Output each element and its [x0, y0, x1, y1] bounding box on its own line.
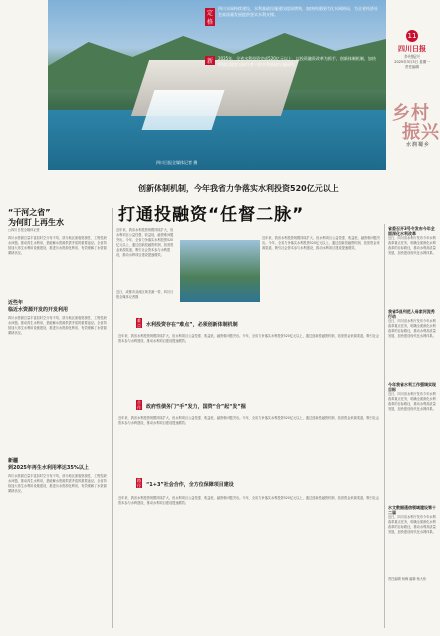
block2-body: 近年来，我省水利投资规模持续扩大，但水利项目公益性强、收益低，融资难问题突出。今年，全省力争落实水利投资520亿元以上，通过创新投融资机制，拓宽资金来源渠道，吸引社会资本参与水利建设，推动水利项目建设提速增效。 [118, 416, 380, 425]
headline-kicker: 创新体制机制，今年我省力争落实水利投资520亿元以上 [138, 184, 339, 193]
right-b2-title: 我省5县列范入母家河流秀行动 [388, 309, 435, 319]
block3-label: 路径 [137, 478, 141, 488]
left-sub1-a: 近些年 [8, 300, 24, 306]
section-title-2: 振兴 [402, 122, 440, 143]
right-b3-title: 今年我省水利工作强调实现目标 [388, 382, 436, 392]
right-b2-body: 近日，四川省水利厅发布今年水利改革重点任务，明确全面深化水利改革的目标路径，推动水利高质量发展，加快建设现代化水网体系。 [388, 319, 436, 338]
editor-line: 责任编辑 [405, 65, 419, 69]
left-body-1: 四川水资源总量丰富但时空分布不均，部分地区面临资源性、工程性缺水问题。推动再生水利用，是破解水资源供需矛盾的重要途径。全省持续加大再生水利用设施建设，推进污水资源化利用，有效缓解了水资源紧缺状况。 [8, 316, 107, 335]
section-title-1: 乡村 [392, 103, 430, 124]
right-footer: 责任编辑 杨梅 编辑 杨大伟 [388, 577, 427, 581]
middle-right-intro: 近年来，我省水利投资规模持续扩大，但水利项目公益性强、收益低，融资难问题突出。今年，全省力争落实水利投资520亿元以上，通过创新投融资机制，拓宽资金来源渠道，吸引社会资本参与水利建设，推动水利项目建设提速增效。 [262, 236, 380, 250]
section-subtitle: 水润蜀乡 [406, 142, 431, 148]
edition-label: 乡村振兴 [404, 54, 420, 59]
left-sub1-b: 临近水资源开发的开发利用 [8, 307, 69, 313]
left-body-2: 四川水资源总量丰富但时空分布不均，部分地区面临资源性、工程性缺水问题。推动再生水利用，是破解水资源供需矛盾的重要途径。全省持续加大再生水利用设施建设，推进污水资源化利用，有效缓解了水资源紧缺状况。 [8, 474, 107, 493]
block3-title: “1+3”社会合作，全方位保障项目建设 [146, 482, 234, 488]
middle-photo-caption: 近日，成都市双流区黄龙溪一带，四川日报全媒体记者摄 [116, 290, 174, 299]
right-b4-title: 水文数据通信领域建设第十二届 [388, 505, 436, 515]
right-column [388, 226, 438, 582]
left-story-title: “干河之省” 为何盯上再生水 [8, 208, 64, 227]
headline: 打通投融资“任督二脉” [118, 205, 305, 225]
block2-label: 合作 [137, 400, 141, 410]
right-b1-body: 近日，四川省水利厅发布今年水利改革重点任务，明确全面深化水利改革的目标路径，推动水利高质量发展，加快建设现代化水网体系。 [388, 236, 436, 255]
masthead [390, 30, 434, 70]
date-line: 2025年3月3日 星期一 [394, 60, 430, 64]
caption-tag: 新 [206, 58, 213, 65]
issue-number: 11 [407, 32, 417, 40]
right-b4-body: 近日，四川省水利厅发布今年水利改革重点任务，明确全面深化水利改革的目标路径，推动水利高质量发展，加快建设现代化水网体系。 [388, 515, 436, 534]
left-intro: 四川水资源总量丰富但时空分布不均，部分地区面临资源性、工程性缺水问题。推动再生水利用，是破解水资源供需矛盾的重要途径。全省持续加大再生水利用设施建设，推进污水资源化利用，有效缓解了水资源紧缺状况。 [8, 236, 107, 255]
left-sub2 [8, 458, 108, 472]
section-title [392, 104, 440, 149]
block1-body: 近年来，我省水利投资规模持续扩大，但水利项目公益性强、收益低，融资难问题突出。今年，全省力争落实水利投资520亿元以上，通过创新投融资机制，拓宽资金来源渠道，吸引社会资本参与水利建设，推动水利项目建设提速增效。 [118, 334, 380, 343]
left-sub2-a: 新疆 [8, 458, 19, 464]
column-rule-right [384, 224, 385, 628]
hero-lower-text: 2025年，全省水利投资完成520亿元以上，以投资融资改革为抓手，创新体制机制，加快构建以国家水网为骨干的水利基础设施网络。 [218, 56, 376, 67]
left-byline: □四川日报全媒体记者 [8, 228, 40, 232]
photo-credit: 四川日报全媒体记者 摄 [156, 160, 198, 165]
paper-name: 四川日报 [398, 45, 426, 53]
block3-body: 近年来，我省水利投资规模持续扩大，但水利项目公益性强、收益低，融资难问题突出。今年，全省力争落实水利投资520亿元以上，通过创新投融资机制，拓宽资金来源渠道，吸引社会资本参与水利建设，推动水利项目建设提速增效。 [118, 496, 380, 505]
block2-title: 政府性债务门“手”发力，国资“合”起“发”掘 [146, 404, 246, 410]
block1-title: 水利投资存在“难点”，必须创新体制机制 [146, 322, 238, 328]
right-b1-title: 省委召开3号令发布今年全面深化水利改革 [388, 226, 435, 236]
middle-photo [180, 240, 260, 302]
column-rule-left [112, 208, 113, 628]
left-story [8, 208, 108, 233]
left-sub2-b: 到2025年再生水利用率达35%以上 [8, 465, 89, 471]
block1-label: 难点 [137, 318, 141, 328]
hero-tag: 定格 [206, 10, 213, 26]
right-b3-body: 近日，四川省水利厅发布今年水利改革重点任务，明确全面深化水利改革的目标路径，推动水利高质量发展，加快建设现代化水网体系。 [388, 392, 436, 411]
left-sub1 [8, 300, 108, 314]
hero-photo [48, 0, 386, 170]
spillway-graphic [142, 90, 225, 130]
middle-intro: 近年来，我省水利投资规模持续扩大，但水利项目公益性强、收益低，融资难问题突出。今年，全省力争落实水利投资520亿元以上，通过创新投融资机制，拓宽资金来源渠道，吸引社会资本参与水利建设，推动水利项目建设提速增效。 [116, 228, 174, 257]
hero-top-text: 四川水网持续建设，水利基础设施建设提质增效，加快构建现代化水网格局，为全省经济社会高质量发展提供坚实水利支撑。 [218, 6, 378, 17]
